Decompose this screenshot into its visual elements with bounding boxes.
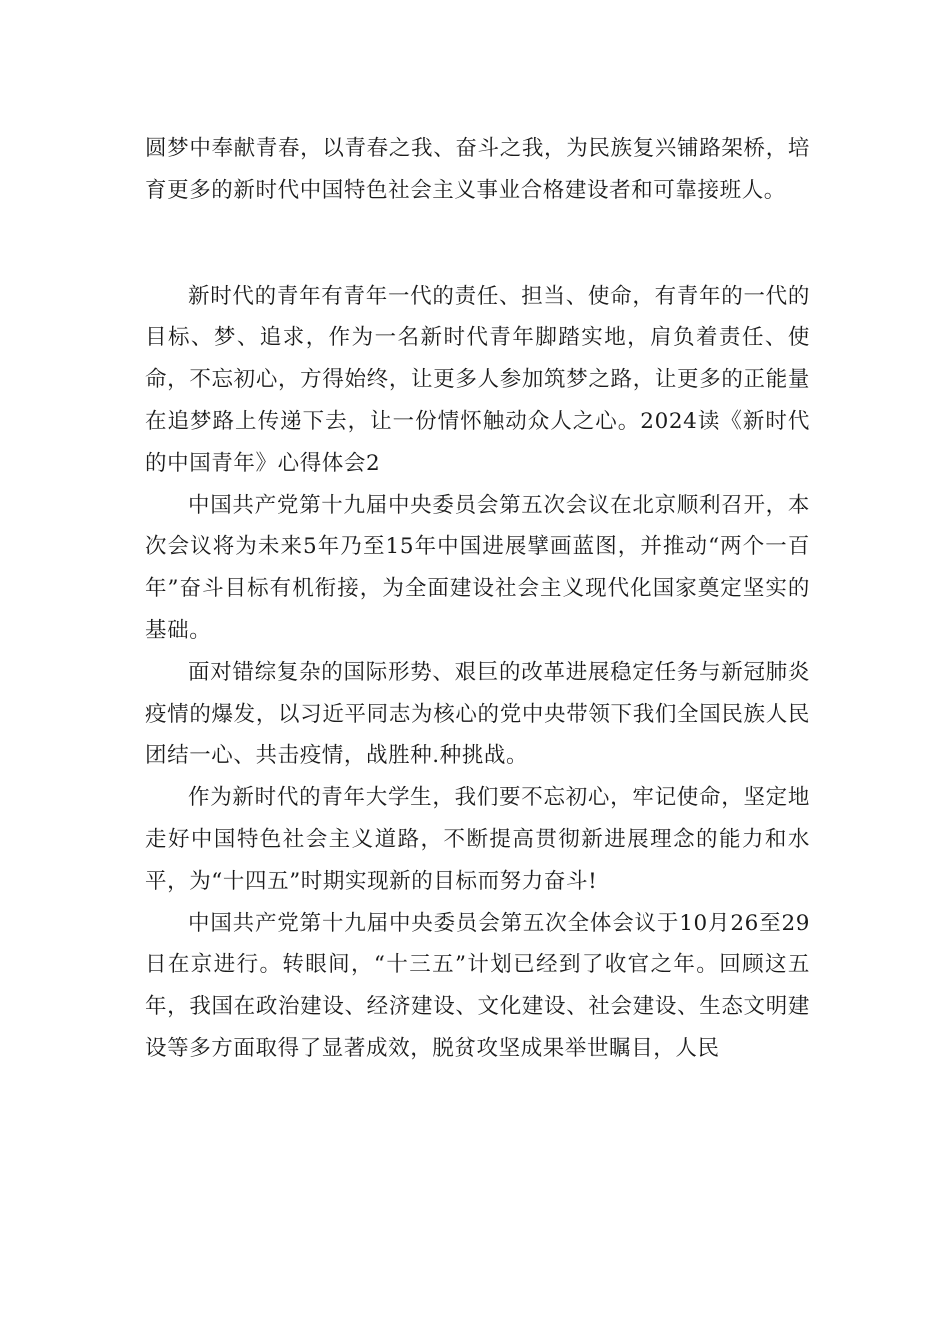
document-page [145,128,810,1070]
paragraph-challenges: 面对错综复杂的国际形势、艰巨的改革进展稳定任务与新冠肺炎疫情的爆发，以习近平同志为核心的党中央带领下我们全国民族人民团结一心、共击疫情，战胜种.种挑战。 [145,659,810,769]
paragraph-review-five-years: 中国共产党第十九届中央委员会第五次全体会议于10月26至29日在京进行。转眼间，“十三五”计划已经到了收官之年。回顾这五年，我国在政治建设、经济建设、文化建设、社会建设、生态文明建设等多方面取得了显著成效，脱贫攻坚成果举世瞩目，人民 [145,910,810,1061]
paragraph-student-mission: 作为新时代的青年大学生，我们要不忘初心，牢记使命，坚定地走好中国特色社会主义道路，不断提高贯彻新进展理念的能力和水平，为“十四五”时期实现新的目标而努力奋斗! [145,785,810,894]
paragraph-continued: 圆梦中奉献青春，以青春之我、奋斗之我，为民族复兴铺路架桥，培育更多的新时代中国特色社会主义事业合格建设者和可靠接班人。 [145,136,810,203]
paragraph-youth-responsibility: 新时代的青年有青年一代的责任、担当、使命，有青年的一代的目标、梦、追求，作为一名新时代青年脚踏实地，肩负着责任、使命，不忘初心，方得始终，让更多人参加筑梦之路，让更多的正能量在追梦路上传递下去，让一份情怀触动众人之心。2024读《新时代的中国青年》心得体会2 [145,283,810,476]
paragraph-plenary-session: 中国共产党第十九届中央委员会第五次会议在北京顺利召开，本次会议将为未来5年乃至15年中国进展擘画蓝图，并推动“两个一百年”奋斗目标有机衔接，为全面建设社会主义现代化国家奠定坚实的基础。 [145,492,810,643]
